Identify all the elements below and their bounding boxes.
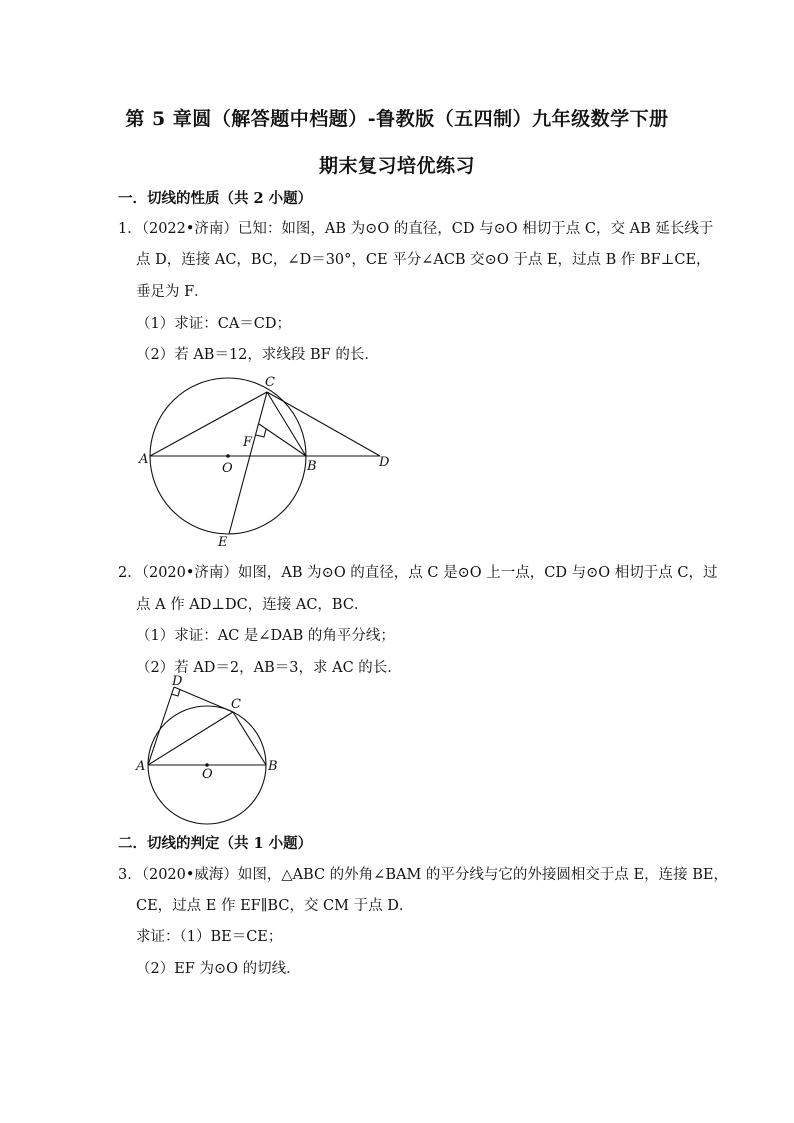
problem-1-part-1: （1）求证：CA＝CD；	[136, 316, 292, 332]
section-heading-tangent-criterion: 二．切线的判定（共 1 小题）	[118, 835, 313, 852]
problem-2-part-2: （2）若 AD＝2，AB＝3，求 AC 的长．	[136, 660, 402, 676]
problem-2-part-1: （1）求证：AC 是∠DAB 的角平分线；	[136, 628, 395, 644]
label-c: C	[265, 375, 275, 390]
tangent-cd	[267, 392, 380, 456]
label-f: F	[243, 435, 253, 450]
document-title-line2: 期末复习培优练习	[318, 155, 475, 177]
segment-ac	[148, 712, 233, 765]
right-angle-mark	[256, 429, 266, 437]
label-c: C	[231, 697, 241, 712]
label-d: D	[379, 455, 390, 470]
document-title-line1: 第 5 章圆（解答题中档题）-鲁教版（五四制）九年级数学下册	[125, 108, 669, 130]
label-a: A	[136, 759, 146, 774]
label-b: B	[268, 759, 278, 774]
problem-1-figure	[130, 370, 400, 550]
problem-2-line-2: 点 A 作 AD⊥DC，连接 AC，BC．	[136, 597, 369, 613]
problem-3-line-2: CE，过点 E 作 EF∥BC，交 CM 于点 D．	[136, 898, 414, 914]
label-o: O	[222, 461, 233, 476]
segment-ce	[229, 392, 267, 534]
tangent-dc	[174, 687, 233, 712]
label-b: B	[307, 459, 317, 474]
section-heading-tangent-property: 一．切线的性质（共 2 小题）	[118, 190, 313, 207]
segment-cb	[267, 392, 306, 456]
center-point	[226, 454, 230, 458]
label-d: D	[172, 674, 183, 689]
problem-2-line-1: 2．（2020•济南）如图，AB 为⊙O 的直径，点 C 是⊙O 上一点，CD 与⊙O 相切于点 C，过	[118, 565, 718, 581]
problem-3-line-1: 3．（2020•威海）如图，△ABC 的外角∠BAM 的平分线与它的外接圆相交于点 E，连接 BE，	[118, 867, 728, 883]
problem-1-line-1: 1．（2022•济南）已知：如图，AB 为⊙O 的直径，CD 与⊙O 相切于点 C，交 AB 延长线于	[118, 221, 714, 237]
problem-1-line-3: 垂足为 F．	[136, 284, 209, 300]
problem-1-line-2: 点 D，连接 AC，BC，∠D＝30°，CE 平分∠ACB 交⊙O 于点 E，过点 B 作 BF⊥CE，	[136, 252, 711, 268]
segment-bf	[259, 424, 306, 456]
segment-ad	[148, 687, 174, 765]
segment-cb	[233, 712, 266, 765]
label-e: E	[218, 535, 228, 550]
problem-2-figure	[130, 672, 290, 827]
problem-3-part-2: （2）EF 为⊙O 的切线．	[136, 961, 301, 977]
problem-3-part-1: 求证：（1）BE＝CE；	[136, 929, 283, 945]
label-a: A	[139, 452, 149, 467]
problem-1-part-2: （2）若 AB＝12，求线段 BF 的长．	[136, 347, 379, 363]
label-o: O	[202, 767, 213, 782]
